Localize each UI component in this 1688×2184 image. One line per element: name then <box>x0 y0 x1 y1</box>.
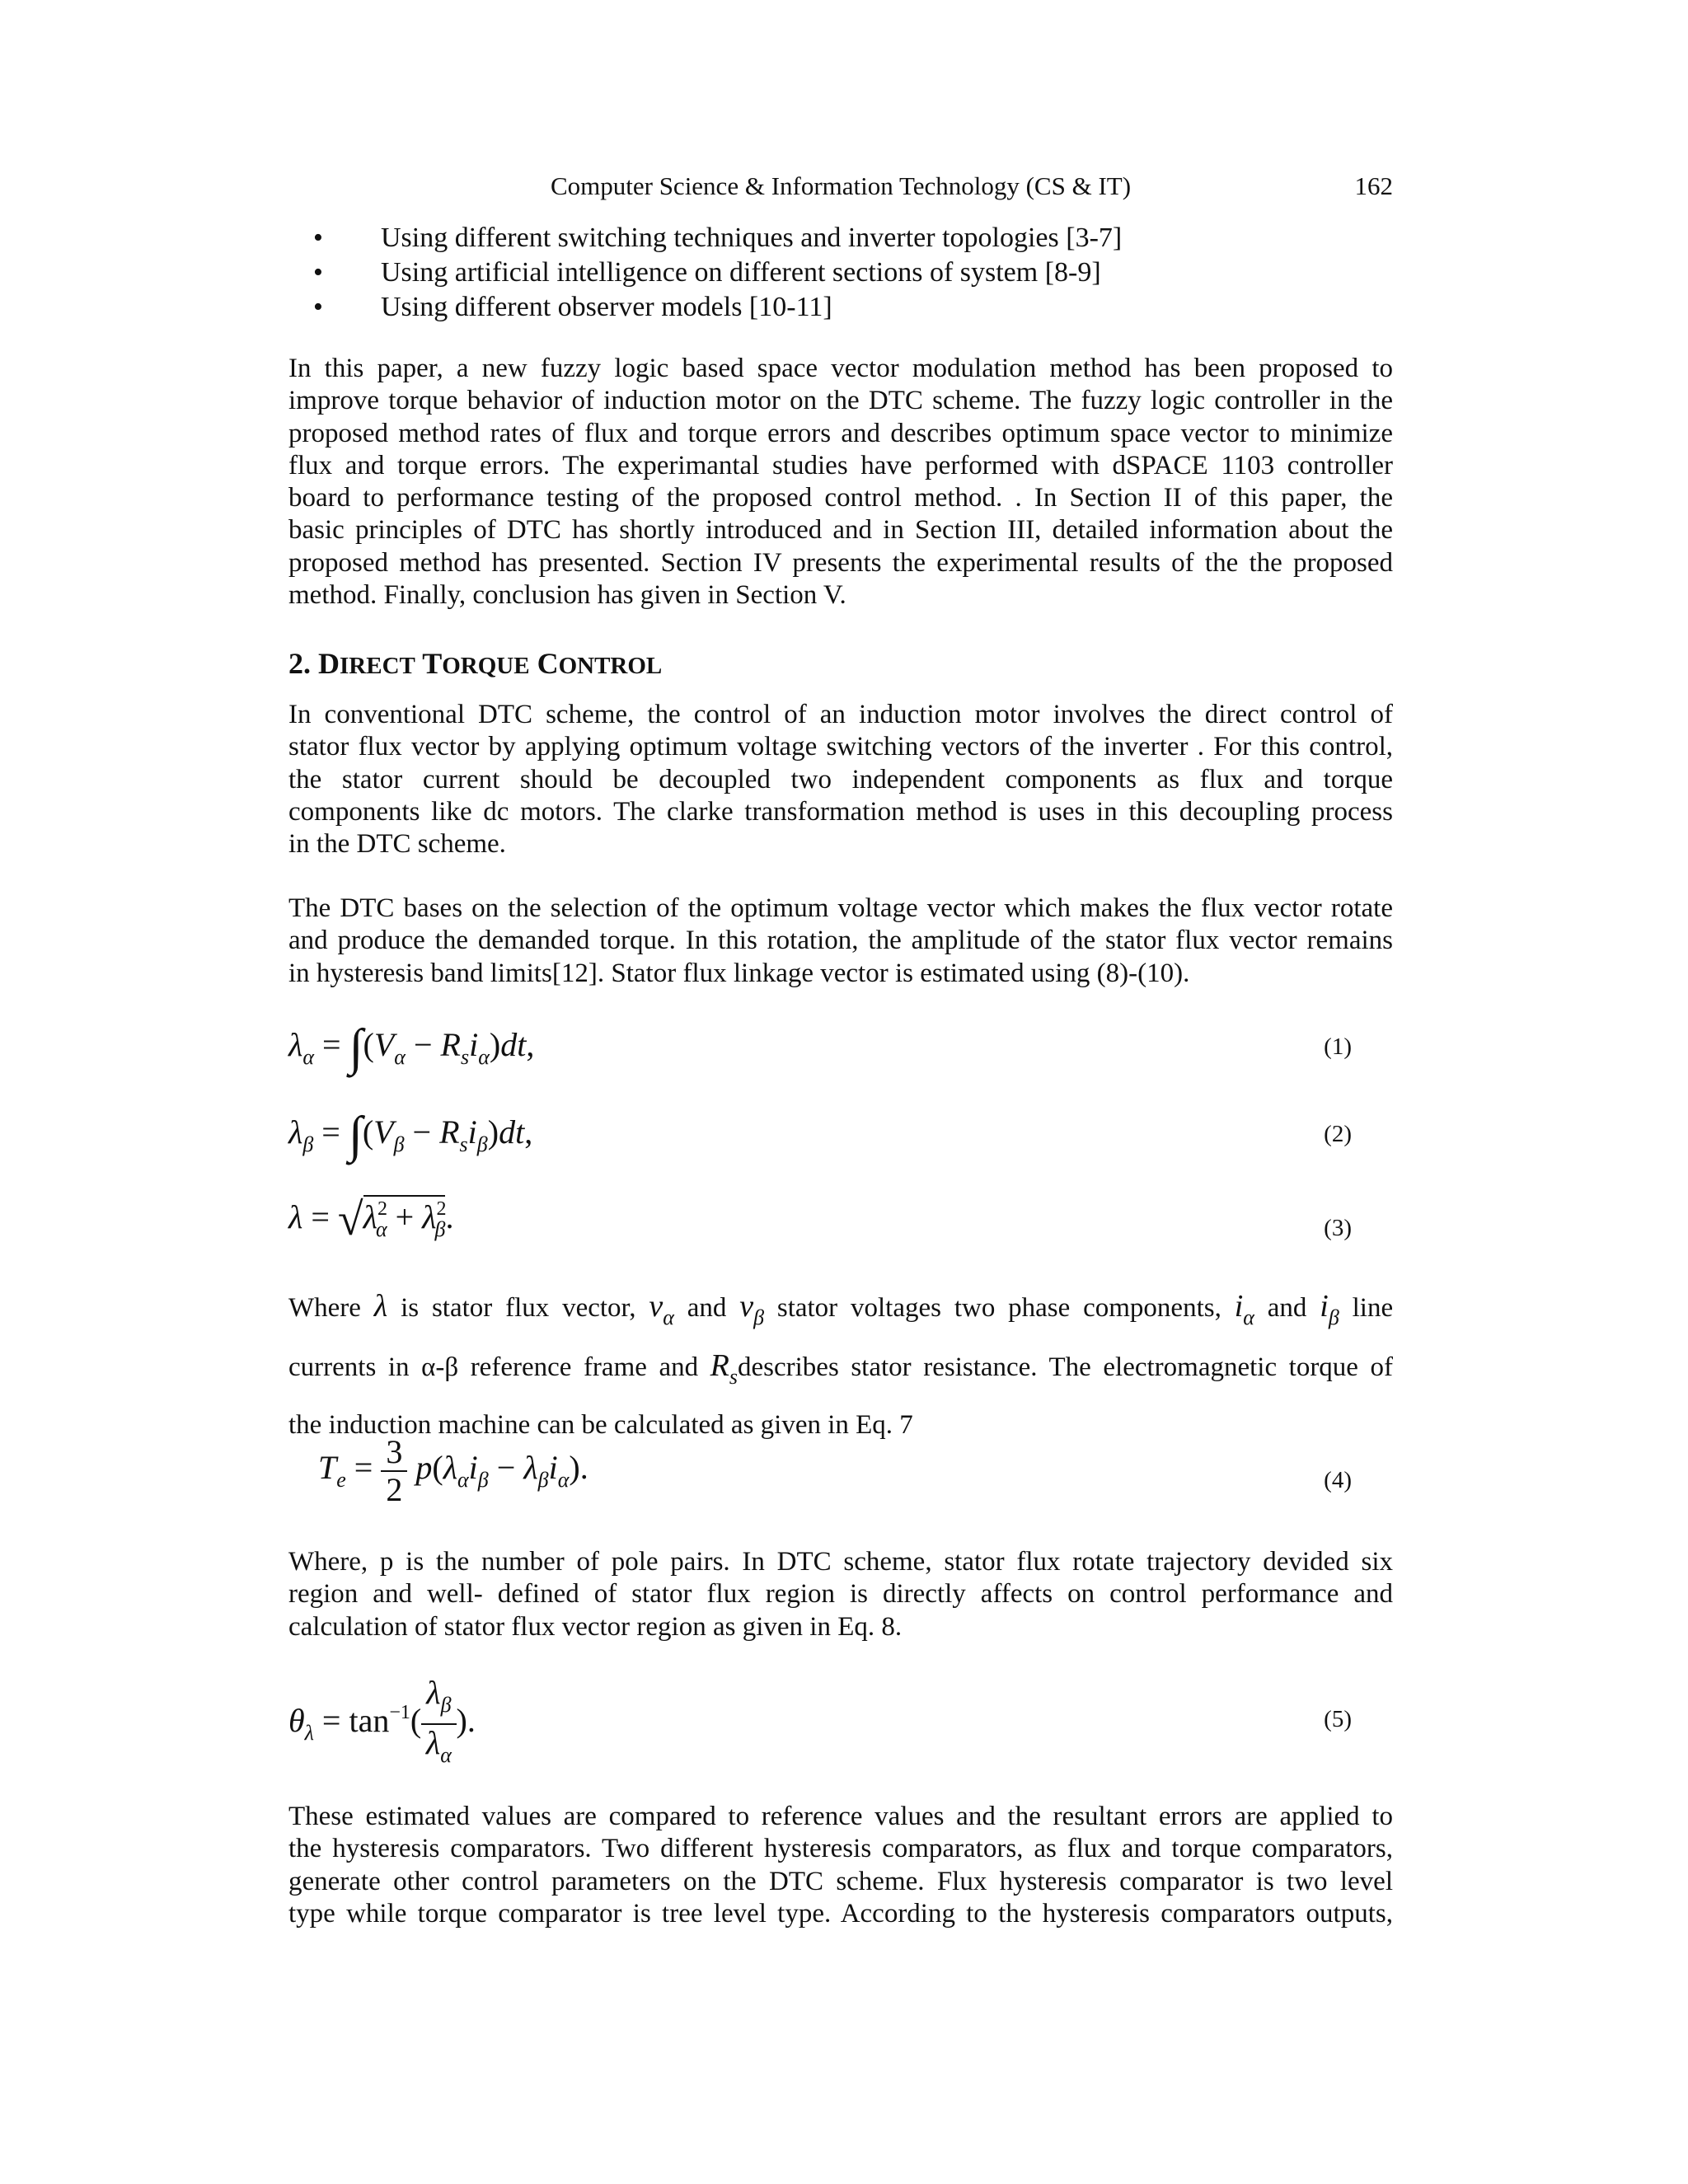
journal-title: Computer Science & Information Technology (CS & IT) <box>550 171 1132 200</box>
text-line: calculation of stator flux vector region as given in Eq. 8. <box>288 1611 903 1642</box>
equation-number: (1) <box>1324 1033 1352 1060</box>
bullet-item: • Using artificial intelligence on different sections of system [8-9] <box>288 255 1393 290</box>
text-line: region and well- defined of stator flux region is directly affects on control performance and <box>288 1579 1393 1610</box>
text-line: in hysteresis band limits[12]. Stator flux linkage vector is estimated using (8)-(10). <box>288 958 1190 988</box>
equation-2 <box>288 1106 1393 1180</box>
text-line: board to performance testing of the proposed control method. . In Section II of this paper, the <box>288 483 1393 513</box>
text-line: type while torque comparator is tree level type. According to the hysteresis comparators outputs, <box>288 1898 1393 1929</box>
equation-5-formula: $\theta_\lambda = \tan^{-1}$( $\frac{\lambda_\beta}{\lambda_\alpha}$ ). <box>288 1674 476 1767</box>
final-paragraph <box>288 1801 1393 1930</box>
text-line: the hysteresis comparators. Two different hysteresis comparators, as flux and torque comparators, <box>288 1834 1393 1864</box>
text-line: In conventional DTC scheme, the control of an induction motor involves the direct control of <box>288 700 1393 729</box>
text-line: in the DTC scheme. <box>288 829 506 860</box>
text-line: basic principles of DTC has shortly introduced and in Section III, detailed information about the <box>288 515 1393 546</box>
text-line: the induction machine can be calculated as given in Eq. 7 <box>288 1410 913 1440</box>
section-number: 2. <box>288 647 311 680</box>
text-line: proposed method rates of flux and torque errors and describes optimum space vector to minimize <box>288 418 1393 448</box>
text-line: and produce the demanded torque. In this rotation, the amplitude of the stator flux vector remains <box>288 926 1393 956</box>
text-line: proposed method has presented. Section IV presents the experimental results of the the proposed <box>288 547 1393 578</box>
bullet-list <box>288 221 1393 325</box>
text-line: the stator current should be decoupled two independent components as flux and torque <box>288 764 1393 794</box>
heading-word: DIRECT <box>318 647 415 680</box>
dtc-paragraph-2 <box>288 893 1393 990</box>
equation-2-formula: $\lambda_\beta = \int(V_\beta - R_si_\beta)dt$, <box>288 1107 533 1163</box>
equation-4-formula: $T_e$ = $\frac{3}{2}$ $p(\lambda_\alpha i_\beta - \lambda_\beta i_\alpha)$. <box>318 1433 588 1508</box>
text-line: Where λ is stator flux vector, $v_\alpha$ and $v_\beta$ stator voltages two phase components, $i_\alpha$ and $i_\beta$ line <box>288 1289 1394 1329</box>
equation-number: (2) <box>1324 1121 1352 1147</box>
text-line: currents in α-β reference frame and $R_sdescribes$ stator resistance. The electromagnetic torque of <box>288 1348 1393 1389</box>
text-line: These estimated values are compared to reference values and the resultant errors are applied to <box>288 1802 1393 1831</box>
section-heading <box>288 646 662 681</box>
where-paragraph-2 <box>288 1546 1393 1643</box>
text-line: Where, p is the number of pole pairs. In DTC scheme, stator flux rotate trajectory devided six <box>288 1547 1393 1577</box>
page-number: 162 <box>1354 171 1393 200</box>
bullet-item: • Using different switching techniques and inverter topologies [3-7] <box>288 221 1393 255</box>
equation-number: (4) <box>1324 1467 1352 1493</box>
equation-1-formula: $\lambda_\alpha = \int(V_\alpha - R_si_\alpha)dt$, <box>288 1019 535 1076</box>
equation-number: (5) <box>1324 1706 1352 1732</box>
heading-word: CONTROL <box>537 647 663 680</box>
equation-5 <box>288 1675 1393 1765</box>
bullet-item: • Using different observer models [10-11] <box>288 290 1393 325</box>
intro-paragraph <box>288 353 1393 612</box>
equation-3 <box>288 1193 1393 1268</box>
equation-3-formula: $\lambda = √\lambda^2_\alpha + \lambda^2_\beta$. <box>288 1194 454 1245</box>
text-line: In this paper, a new fuzzy logic based space vector modulation method has been proposed to <box>288 354 1393 383</box>
running-header <box>288 171 1393 208</box>
text-line: generate other control parameters on the DTC scheme. Flux hysteresis comparator is two level <box>288 1866 1393 1896</box>
dtc-paragraph-1 <box>288 699 1393 860</box>
text-line: stator flux vector by applying optimum voltage switching vectors of the inverter . For this control, <box>288 732 1393 762</box>
text-line: The DTC bases on the selection of the optimum voltage vector which makes the flux vector rotate <box>288 893 1393 923</box>
text-line: flux and torque errors. The experimantal studies have performed with dSPACE 1103 controller <box>288 450 1393 480</box>
where-paragraph-1 <box>288 1282 1393 1449</box>
equation-number: (3) <box>1324 1215 1352 1241</box>
equation-4 <box>288 1434 1393 1525</box>
text-line: method. Finally, conclusion has given in Section V. <box>288 580 846 611</box>
text-line: components like dc motors. The clarke transformation method is uses in this decoupling process <box>288 796 1393 827</box>
equation-1 <box>288 1019 1393 1093</box>
text-line: improve torque behavior of induction motor on the DTC scheme. The fuzzy logic controller in the <box>288 386 1393 416</box>
heading-word: TORQUE <box>422 647 530 680</box>
